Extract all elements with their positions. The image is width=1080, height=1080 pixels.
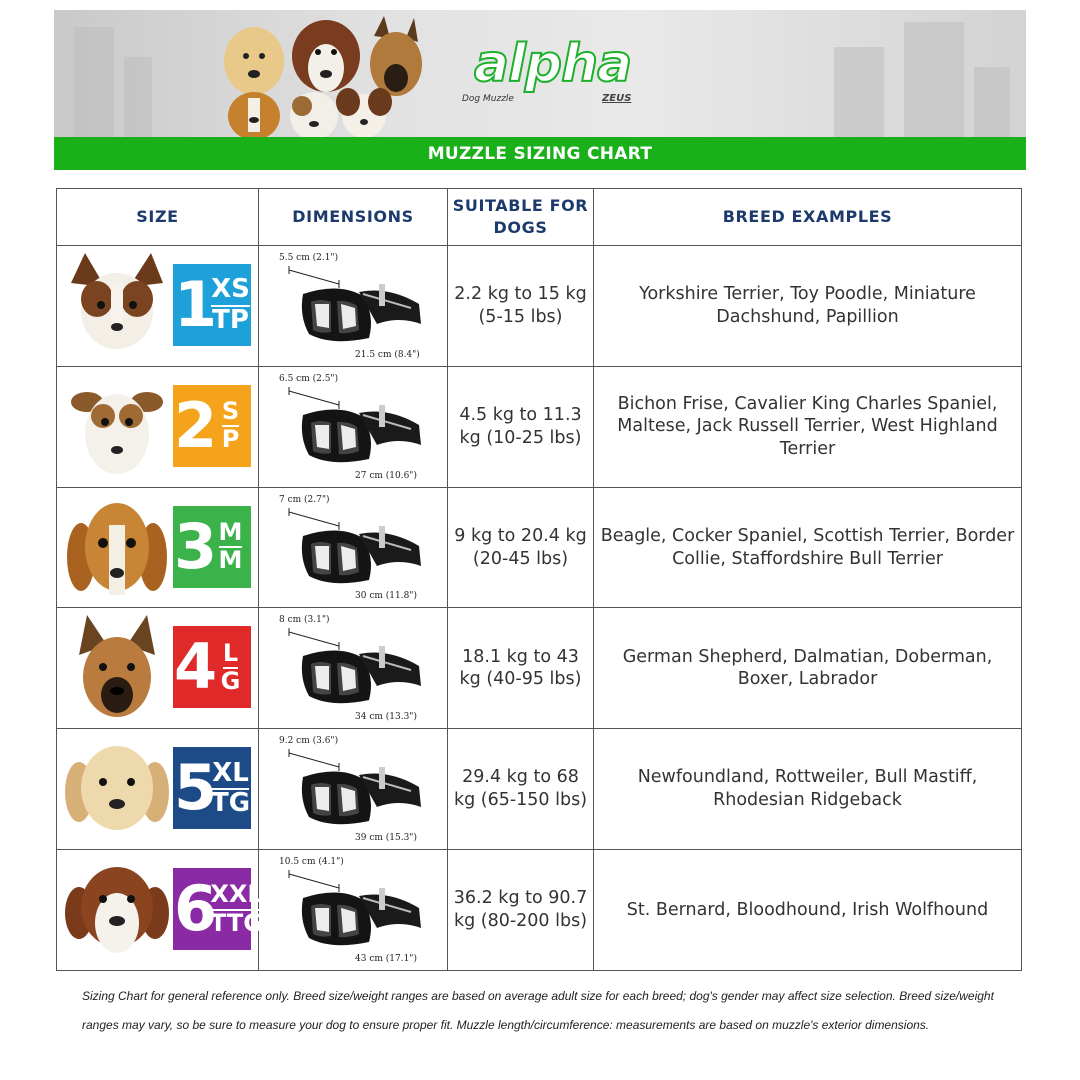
breeds-cell: German Shepherd, Dalmatian, Doberman, Boxer, Labrador [594, 608, 1022, 729]
size-number: 5 [174, 751, 218, 825]
size-number: 1 [174, 268, 218, 341]
size-cell [57, 729, 259, 850]
dimension-length-label: 21.5 cm (8.4") [355, 349, 420, 360]
table-header-row [57, 189, 1022, 246]
dimension-length-label: 34 cm (13.3") [355, 712, 417, 723]
weight-cell: 36.2 kg to 90.7 kg (80-200 lbs) [448, 850, 594, 971]
header-banner [54, 10, 1026, 137]
dimension-width-label: 10.5 cm (4.1") [279, 857, 344, 868]
city-silhouette [904, 22, 964, 137]
breeds-cell: St. Bernard, Bloodhound, Irish Wolfhound [594, 850, 1022, 971]
size-code-top: M [219, 520, 243, 548]
city-silhouette [834, 47, 884, 137]
city-silhouette [974, 67, 1010, 137]
table-row-size-5 [57, 729, 1022, 850]
header-suitable: SUITABLE FOR DOGS [448, 189, 594, 246]
size-code-bottom: TP [212, 304, 249, 335]
table-row-size-1 [57, 246, 1022, 367]
dimensions-cell [259, 487, 448, 608]
size-badge [173, 264, 251, 346]
city-silhouette [74, 27, 114, 137]
chart-title-bar [54, 137, 1026, 170]
size-badge [173, 506, 251, 588]
dimension-length-label: 27 cm (10.6") [355, 470, 417, 481]
jack-russell-dog-icon [65, 374, 169, 479]
size-code-bottom: G [220, 666, 241, 695]
dimension-length-label: 39 cm (15.3") [355, 833, 417, 844]
size-code-top: XL [212, 760, 249, 790]
weight-cell: 2.2 kg to 15 kg (5-15 lbs) [448, 246, 594, 367]
size-code-top: XXL [210, 882, 262, 910]
dimension-width-label: 8 cm (3.1") [279, 615, 330, 626]
breeds-cell: Beagle, Cocker Spaniel, Scottish Terrier, Border Collie, Staffordshire Bull Terrier [594, 487, 1022, 608]
dimension-width-label: 5.5 cm (2.1") [279, 253, 339, 263]
dimension-width-label: 9.2 cm (3.6") [279, 736, 339, 747]
size-code-top: XS [211, 276, 250, 306]
dimension-width-label: 6.5 cm (2.5") [279, 373, 339, 384]
size-number: 6 [174, 872, 218, 946]
header-dimensions: DIMENSIONS [259, 189, 448, 246]
size-badge [173, 385, 251, 467]
dogs-collage-image [214, 16, 434, 137]
table-row-size-3 [57, 487, 1022, 608]
weight-cell: 29.4 kg to 68 kg (65-150 lbs) [448, 729, 594, 850]
muzzle-icon [259, 850, 448, 969]
st-bernard-dog-icon [65, 857, 169, 962]
size-cell [57, 487, 259, 608]
weight-cell: 18.1 kg to 43 kg (40-95 lbs) [448, 608, 594, 729]
chart-title: MUZZLE SIZING CHART [427, 143, 653, 164]
table-row-size-4 [57, 608, 1022, 729]
header-breeds: BREED EXAMPLES [594, 189, 1022, 246]
header-size: SIZE [57, 189, 259, 246]
size-code-bottom: TG [210, 787, 251, 818]
size-code-top: S [222, 399, 239, 427]
muzzle-icon [259, 729, 448, 848]
size-badge [173, 626, 251, 708]
size-badge [173, 747, 251, 829]
dimensions-cell [259, 729, 448, 850]
size-code-bottom: P [221, 425, 240, 454]
size-cell [57, 246, 259, 367]
golden-retriever-dog-icon [65, 736, 169, 841]
weight-cell: 9 kg to 20.4 kg (20-45 lbs) [448, 487, 594, 608]
logo-text: alpha [474, 34, 632, 94]
footnote: Sizing Chart for general reference only. Breed size/weight ranges are based on average adult size for each breed; dog's gender may affect size selection. Breed size/weight ranges may vary, so be sure to measure your dog to ensure proper fit. Muzzle length/circumference: measurements are based on muzzle's exterior dimensions. [82, 989, 994, 1033]
size-cell [57, 366, 259, 487]
dimensions-cell [259, 850, 448, 971]
dimensions-cell [259, 366, 448, 487]
papillon-dog-icon [65, 253, 169, 358]
city-silhouette [124, 57, 152, 137]
breeds-cell: Yorkshire Terrier, Toy Poodle, Miniature Dachshund, Papillion [594, 246, 1022, 367]
logo-by: ZEUS [602, 93, 632, 104]
german-shepherd-dog-icon [65, 615, 169, 720]
weight-cell: 4.5 kg to 11.3 kg (10-25 lbs) [448, 366, 594, 487]
table-row-size-6 [57, 850, 1022, 971]
muzzle-icon [259, 488, 448, 607]
size-code-bottom: M [218, 546, 243, 575]
dimensions-cell [259, 608, 448, 729]
size-code-bottom: TTG [210, 908, 263, 937]
breeds-cell: Newfoundland, Rottweiler, Bull Mastiff, Rhodesian Ridgeback [594, 729, 1022, 850]
size-cell [57, 850, 263, 971]
table-row-size-2 [57, 366, 1022, 487]
size-code-top: L [223, 641, 238, 669]
beagle-dog-icon [65, 495, 169, 600]
sizing-table [56, 188, 1022, 971]
muzzle-icon [259, 367, 448, 486]
dimensions-cell [259, 246, 448, 367]
muzzle-icon [259, 608, 448, 727]
size-number: 4 [174, 630, 218, 704]
breeds-cell: Bichon Frise, Cavalier King Charles Spaniel, Maltese, Jack Russell Terrier, West Highland Terrier [594, 366, 1022, 487]
dimension-length-label: 30 cm (11.8") [355, 591, 417, 602]
size-cell [57, 608, 259, 729]
dimension-width-label: 7 cm (2.7") [279, 494, 330, 505]
size-badge [173, 868, 263, 950]
size-number: 3 [174, 509, 218, 583]
size-number: 2 [174, 388, 218, 462]
muzzle-icon [259, 246, 448, 365]
dimension-length-label: 43 cm (17.1") [355, 954, 417, 964]
logo-subtitle: Dog Muzzle [462, 94, 514, 104]
alpha-logo [462, 34, 642, 118]
